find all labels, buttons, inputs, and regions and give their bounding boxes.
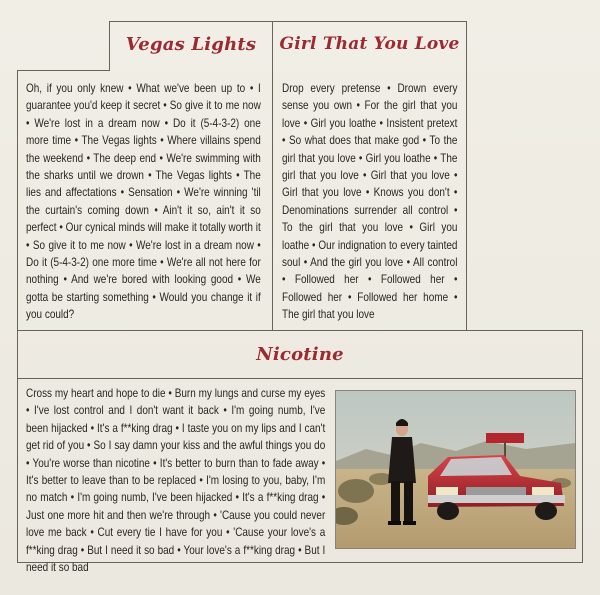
rule-vegas-top	[17, 70, 110, 71]
rule-right-title	[466, 21, 467, 330]
rule-nicotine-topright	[466, 330, 583, 331]
rule-nicotine-divider	[17, 378, 583, 379]
album-photo	[335, 390, 576, 549]
lyrics-vegas-lights: Oh, if you only knew • What we've been up to • I guarantee you'd keep it secret • So give it to me now • We're lost in a dream now • Do it (5-4-3-2) one more time • The Vegas lights • Where villains spend the weekend • The deep end • We're swimming with the sharks until we drown • The Vegas lights • The lies and affectations • Sensation • We're winning 'til the curtain's coming down • Ain't it so, ain't it so perfect • Our cynical minds will make it totally worth it • So give it to me now • We're lost in a dream now • Do it (5-4-3-2) one more time • We're all not here for nothing • And we're bored with looking good • We gotta be starting something • Would you change it if you could?	[26, 82, 261, 322]
desert-car-illustration	[336, 391, 575, 548]
section-title-nicotine: Nicotine	[256, 344, 344, 365]
section-title-girl-that-you-love: Girl That You Love	[279, 34, 460, 54]
section-title-vegas-lights: Vegas Lights	[125, 34, 257, 55]
rule-vegas-left	[17, 70, 18, 330]
rule-middle-bottom	[17, 330, 467, 331]
rule-top-title	[109, 21, 466, 22]
lyrics-girl-that-you-love: Drop every pretense • Drown every sense you own • For the girl that you love • Girl you loathe • Insistent pretext • So what does that make god • To the girl that you love • Girl you loathe • The girl that you love • Girl that you love • Girl that you love • Knows you don't • Denominations surrender all control • To the girl that you love • Girl you loathe • Our indignation to every tainted soul • And the girl you love • All control • Followed her • Followed her • Followed her • Followed her home • The girl that you love	[282, 82, 458, 322]
lyrics-nicotine: Cross my heart and hope to die • Burn my lungs and curse my eyes • I've lost control and I don't want it back • I'm going numb, I've been hijacked • It's a f**king drag • I taste you on my lips and I can't get rid of you • So I say damn your kiss and the awful things you do • You're worse than nicotine • It's better to burn than to fade away • It's better to leave than to be replaced • I'm losing to you, baby, I'm no match • I'm going numb, I've been hijacked • It's a f**king drag • Just one more hit and then we're through • 'Cause you could never love me back • Cut every tie I have for you • 'Cause your love's a f**king drag • But I need it so bad • Your love's a f**king drag • But I need it so bad	[26, 387, 326, 575]
rule-mid-divider	[272, 21, 273, 330]
